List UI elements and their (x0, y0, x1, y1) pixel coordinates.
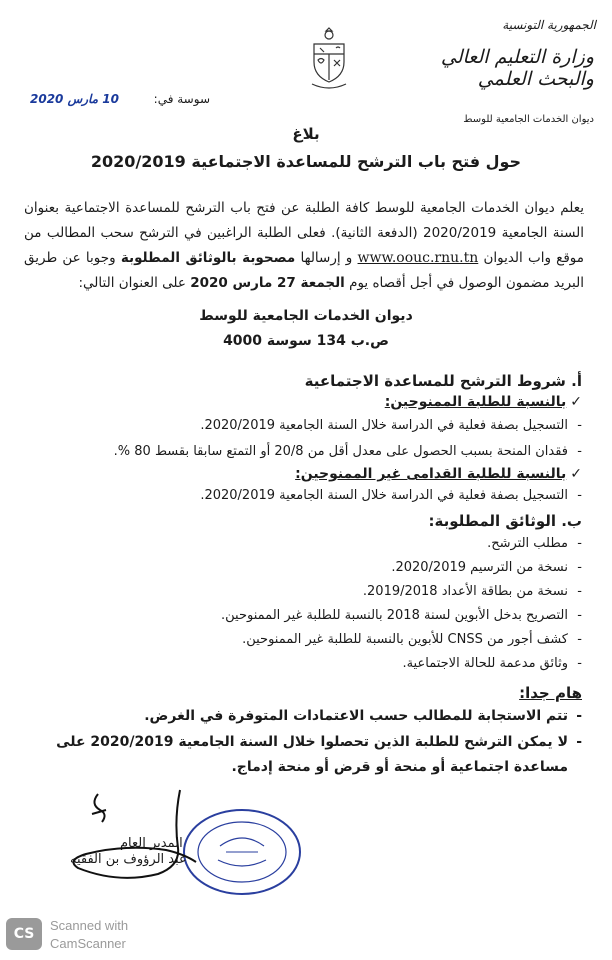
signatory-name: عبد الرؤوف بن الفقيه (70, 852, 187, 867)
list-item: - نسخة من بطاقة الأعداد 2019/2018. (30, 582, 582, 602)
group1-title: ✓بالنسبة للطلبة الممنوحين: (384, 394, 582, 410)
ministry-line-1: وزارة التعليم العالي (440, 46, 594, 68)
checkmark-icon: ✓ (570, 394, 582, 410)
section-documents (30, 512, 582, 674)
address-line-2: ص.ب 134 سوسة 4000 (223, 333, 389, 349)
important-title: هام جدا: (519, 684, 582, 702)
list-item: - نسخة من الترسيم 2020/2019. (30, 558, 582, 578)
list-item: - وثائق مدعمة للحالة الاجتماعية. (30, 654, 582, 674)
list-item: - لا يمكن الترشح للطلبة الذين تحصلوا خلال السنة الجامعية 2020/2019 على مساعدة اجتماعية أو منحة أو قرض أو منحة إدماج. (30, 730, 582, 780)
date-line (30, 92, 210, 116)
tunisia-emblem-icon (306, 24, 352, 92)
announcement-subject: حول فتح باب الترشح للمساعدة الاجتماعية 2020/2019 (90, 152, 522, 171)
office-name: ديوان الخدمات الجامعية للوسط (463, 114, 594, 125)
section-important (30, 684, 582, 780)
list-item: - كشف أجور من CNSS للأبوين بالنسبة للطلبة غير الممنوحين. (30, 630, 582, 650)
website-link[interactable]: www.oouc.rnu.tn (357, 250, 479, 266)
intro-text-4: على العنوان التالي: (78, 275, 186, 291)
date-stamp: 10 مارس 2020 (30, 92, 119, 106)
intro-text-2: و إرسالها (300, 250, 353, 266)
watermark-line-1: Scanned with (50, 918, 129, 933)
announcement-heading: بلاغ (292, 125, 320, 143)
list-item: - التسجيل بصفة فعلية في الدراسة خلال السنة الجامعية 2020/2019. (30, 486, 582, 506)
intro-bold-1: مصحوبة بالوثائق المطلوبة (120, 250, 296, 266)
intro-paragraph (24, 196, 584, 296)
section-a-title: أ. شروط الترشح للمساعدة الاجتماعية (304, 372, 582, 390)
handwritten-signature-icon (62, 786, 212, 886)
section-b-title: ب. الوثائق المطلوبة: (428, 512, 582, 530)
intro-text-3: وجوبا عن طريق البريد مضمون الوصول في أجل أقصاه يوم (24, 250, 584, 291)
list-item: - التسجيل بصفة فعلية في الدراسة خلال السنة الجامعية 2020/2019. (30, 416, 582, 436)
camscanner-logo: CS (6, 918, 42, 950)
signatory-title: المدير العام (120, 836, 183, 851)
list-item: - التصريح بدخل الأبوين لسنة 2018 بالنسبة للطلبة غير الممنوحين. (30, 606, 582, 626)
intro-text-1: يعلم ديوان الخدمات الجامعية للوسط كافة الطلبة عن فتح باب الترشح للمساعدة الاجتماعية بعنوان السنة الجامعية 2020/2019 (الدفعة الثانية). فعلى الطلبة الراغبين في الترشح سحب المطالب من موقع واب الديوان (24, 200, 584, 266)
list-item: - مطلب الترشح. (30, 534, 582, 554)
scanner-watermark (6, 914, 176, 958)
section-conditions (30, 372, 582, 506)
list-item: - تتم الاستجابة للمطالب حسب الاعتمادات المتوفرة في الغرض. (30, 706, 582, 726)
ministry-name (441, 46, 594, 90)
ministry-line-2: والبحث العلمي (477, 68, 594, 90)
list-item: - فقدان المنحة بسبب الحصول على معدل أقل من 20/8 أو التمتع سابقا بقسط 80 %. (30, 442, 582, 462)
city-prefix: سوسة في: (153, 92, 210, 106)
group2-title: ✓بالنسبة للطلبة القدامى غير الممنوحين: (295, 466, 582, 482)
checkmark-icon: ✓ (570, 466, 582, 482)
address-line-1: ديوان الخدمات الجامعية للوسط (199, 308, 413, 324)
republic-label: الجمهورية التونسية (502, 18, 596, 32)
watermark-line-2: CamScanner (50, 936, 126, 951)
deadline: الجمعة 27 مارس 2020 (190, 275, 345, 291)
